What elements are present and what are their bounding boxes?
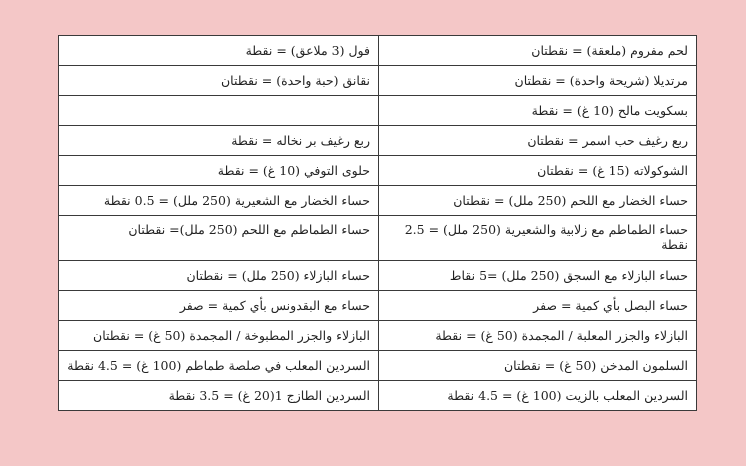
table-cell: حلوى التوفي (10 غ) = نقطة [59,156,379,186]
table-cell: الشوكولاته (15 غ) = نقطتان [379,156,697,186]
table-row [59,36,697,66]
table-row [59,126,697,156]
table-cell: فول (3 ملاعق) = نقطة [59,36,379,66]
table-cell: ربع رغيف بر نخاله = نقطة [59,126,379,156]
table-cell: البازلاء والجزر المطبوخة / المجمدة (50 غ) = نقطتان [59,321,379,351]
table-row [59,291,697,321]
table-cell: حساء الطماطم مع زلابية والشعيرية (250 ملل) = 2.5 نقطة [379,216,697,261]
table-cell: حساء البصل بأي كمية = صفر [379,291,697,321]
table-row [59,381,697,411]
table-cell: لحم مفروم (ملعقة) = نقطتان [379,36,697,66]
table-cell: حساء الخضار مع الشعيرية (250 ملل) = 0.5 نقطة [59,186,379,216]
table-row [59,66,697,96]
table-cell: السردين الطازج 1(20 غ) = 3.5 نقطة [59,381,379,411]
table-cell: حساء البازلاء مع السجق (250 ملل) =5 نقاط [379,261,697,291]
table-cell: مرتديلا (شريحة واحدة) = نقطتان [379,66,697,96]
table-cell: بسكويت مالح (10 غ) = نقطة [379,96,697,126]
table-row [59,156,697,186]
document-page [58,35,696,411]
table-cell: السردين المعلب بالزيت (100 غ) = 4.5 نقطة [379,381,697,411]
table-row [59,96,697,126]
table-cell: حساء الطماطم مع اللحم (250 ملل)= نقطتان [59,216,379,261]
table-row [59,216,697,261]
table-cell-empty [59,96,379,126]
table-row [59,351,697,381]
table-row [59,261,697,291]
table-cell: حساء مع البقدونس بأي كمية = صفر [59,291,379,321]
table-row [59,321,697,351]
food-points-table [58,35,697,411]
table-cell: حساء البازلاء (250 ملل) = نقطتان [59,261,379,291]
table-cell: السردين المعلب في صلصة طماطم (100 غ) = 4.5 نقطة [59,351,379,381]
table-cell: البازلاء والجزر المعلبة / المجمدة (50 غ) = نقطة [379,321,697,351]
table-cell: نقانق (حبة واحدة) = نقطتان [59,66,379,96]
table-cell: ربع رغيف حب اسمر = نقطتان [379,126,697,156]
table-cell: حساء الخضار مع اللحم (250 ملل) = نقطتان [379,186,697,216]
table-row [59,186,697,216]
table-cell: السلمون المدخن (50 غ) = نقطتان [379,351,697,381]
